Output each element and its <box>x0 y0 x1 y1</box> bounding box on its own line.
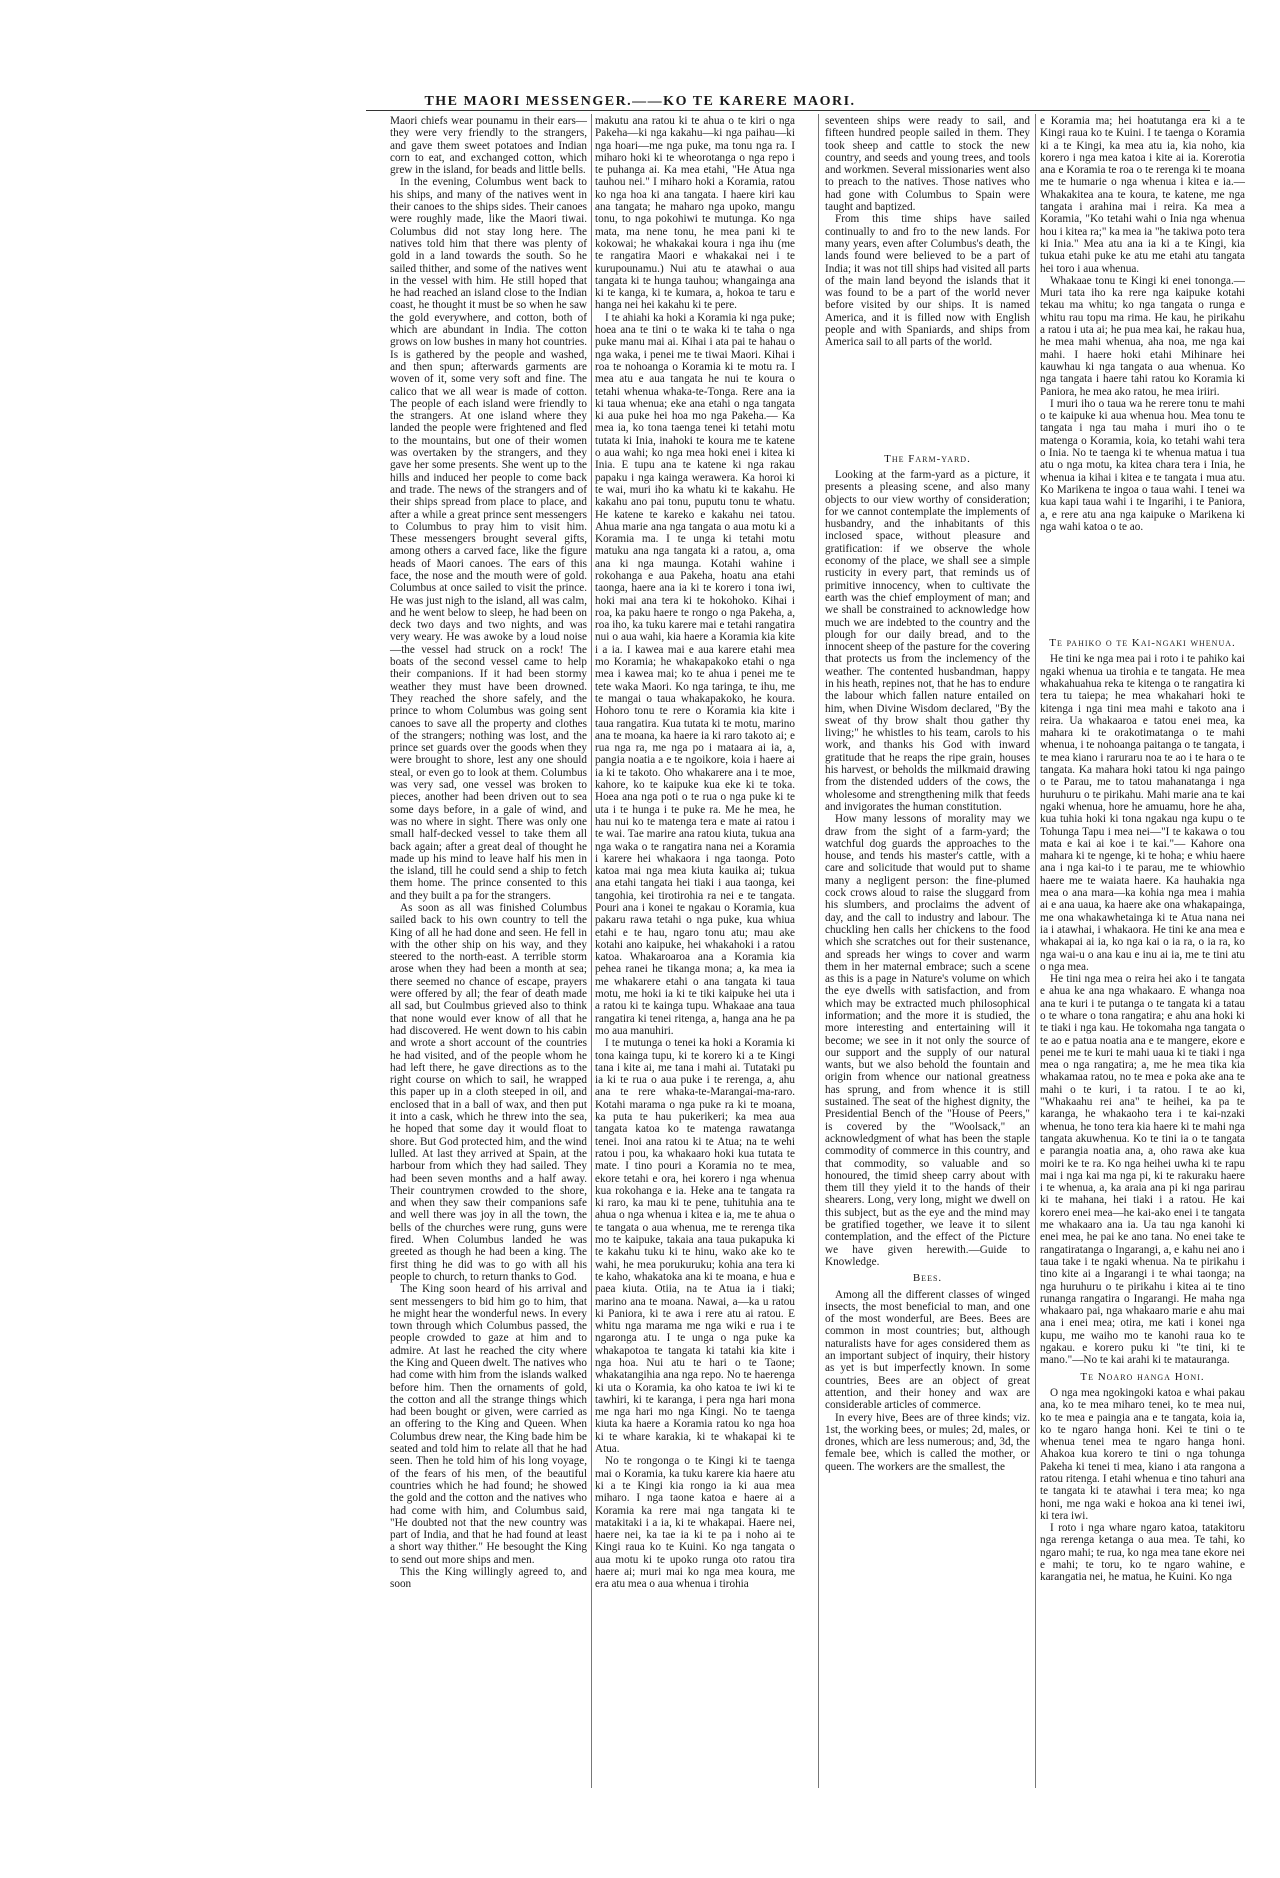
paragraph: e Koramia ma; hei hoatutanga era ki a te Kingi raua ko te Kuini. I te taenga o Koramia ki a te Kingi, ka mea atu ia, kia noho, kia korero i nga mea katoa i kite ai ia. Korerotia ana e Koramia te roa o te rerenga ki te moana me te humarie o nga whenua i kitea e ia.— Whakakitea ana te koura, te katene, me nga tangata i arahina mai i reira. Ka mea a Koramia, "Ko tetahi wahi o Inia nga whenua hou i kitea ra;" ka mea ia "he takiwa poto tera ki Inia." Mea atu ana ia ki a te Kingi, kia tukua etahi puke ke atu me etahi atu tangata hei toro i aua whenua. <box>1040 115 1245 275</box>
column-divider <box>818 114 819 1788</box>
column-english-farmyard <box>825 115 1030 1473</box>
column-divider <box>1035 114 1036 1788</box>
section-title-bees: Bees. <box>912 1272 943 1285</box>
paragraph: In every hive, Bees are of three kinds; viz. 1st, the working bees, or mules; 2d, males, or drones, which are less numerous; and, 3d, the female bee, which is called the mother, or queen. The workers are the smallest, the <box>825 1411 1030 1473</box>
column-divider <box>591 114 592 1788</box>
section-title-pahiko: Te pahiko o te Kai-ngaki whenua. <box>1049 637 1236 650</box>
column-english-columbus <box>390 115 587 1591</box>
header-rule <box>366 110 1210 111</box>
column-maori-pahiko <box>1040 115 1245 1584</box>
paragraph: Looking at the farm-yard as a picture, it presents a pleasing scene, and also many objects to our view worthy of consideration; for we cannot contemplate the implements of husbandry, and the inhabitants of this inclosed space, without pleasure and gratification: if we observe the whole economy of the place, we shall see a simple rusticity in every part, that reminds us of primitive innocency, when to cultivate the earth was the chief employment of man; and we shall be constrained to acknowledge how much we are indebted to the country and the plough for our daily bread, and to the innocent sheep of the pasture for the covering that protects us from the inclemency of the weather. The contented husbandman, happy in his heath, repines not, that he has to endure the labour which fallen nature entailed on him, when Divine Wisdom declared, "By the sweat of thy brow shalt thou gather thy living;" he whistles to his team, carols to his work, and thanks his God with inward gratitude that he reaps the ripe grain, houses his harvest, or beholds the milkmaid drawing from the distended udders of the cows, the wholesome and strengthening milk that feeds and invigorates the human constitution. <box>825 468 1030 813</box>
paragraph: In the evening, Columbus went back to his ships, and many of the natives went in their canoes to the ships sides. Their canoes were roughly made, like the Maori tiwai. Columbus did not stay long here. The natives told him that there was plenty of gold in a land towards the south. So he sailed thither, and some of the natives went in the vessel with him. He still hoped that he had reached an island close to the Indian coast, he thought it must be so when he saw the gold everywhere, and cotton, both of which are abundant in India. The cotton grows on low bushes in many hot countries. Is is gathered by the people and washed, and then spun; afterwards garments are woven of it, some very soft and fine. The calico that we all wear is made of cotton. The people of each island were friendly to the strangers. At one island where they landed the people were frightened and fled to the mountains, but one of their women was overtaken by the strangers, and they gave her some presents. She went up to the hills and induced her people to come back and trade. The news of the strangers and of their ships spread from place to place, and after a while a great prince sent messengers to Columbus to pray him to visit him. These messengers brought several gifts, among others a carved face, like the figure heads of Maori canoes. The ears of this face, the nose and the mouth were of gold. Columbus at once sailed to visit the prince. He was just nigh to the island, all was calm, and he went below to sleep, he had been on deck two days and two nights, and was very weary. He was awoke by a loud noise—the vessel had struck on a rock! The boats of the second vessel came to help their companions. If it had been stormy weather they must have been drowned. They reached the shore safely, and the prince to whom Columbus was going sent canoes to save all the property and clothes of the strangers; nothing was lost, and the prince set guards over the goods when they were brought to shore, lest any one should steal, or even go to look at them. Columbus was very sad, one vessel was broken to pieces, another had been driven out to sea some days before, in a gale of wind, and was no where in sight. There was only one small half-decked vessel to take them all back again; after a great deal of thought he made up his mind to leave half his men in the island, till he could send a ship to fetch them home. The prince consented to this and they built a pa for the strangers. <box>390 176 588 902</box>
paragraph: From this time ships have sailed continually to and fro to the new lands. For many years, even after Columbus's death, the lands found were believed to be a part of India; it was not till ships had visited all parts of the main land beyond the islands that it was found to be a part of the world never before visited by our ships. It is named America, and it is filled now with English people and with Spaniards, and ships from America sail to all parts of the world. <box>825 213 1030 349</box>
paragraph: seventeen ships were ready to sail, and fifteen hundred people sailed in them. They took sheep and cattle to stock the new country, and seeds and young trees, and tools and workmen. Several missionaries went also to preach to the natives. Those natives who had gone with Columbus to Spain were taught and baptized. <box>825 115 1030 214</box>
column-maori-koramia <box>595 115 795 1591</box>
paragraph: I te ahiahi ka hoki a Koramia ki nga puke; hoea ana te tini o te waka ki te taha o nga puke manu mai ai. Kihai i ata pai te hahau o nga waka, i penei me te tiwai Maori. Kihai i roa te nohoanga o Koramia ki te motu ra. I mea atu e aua tangata he nui te koura o tetahi whenua whaka-te-Tonga. Rere ana ia ki taua whenua; eke ana etahi o nga tangata ki aua puke hei hoa mo nga Pakeha.— Ka mea ia, ko tona taenga tenei ki tetahi motu tutata ki Inia, inahoki te koura me te katene o aua wahi; ko nga mea hoki enei i kitea ki Inia. E tupu ana te katene ki nga rakau papaku i nga kainga werawera. Ka horoi ki te wai, muri iho ka whatu ki te kakahu. He kakahu ano pai tonu, puputu tonu te whatu. He katene te kareko e kakahu nei tatou. Ahua marie ana nga tangata o aua motu ki a Koramia ma. I te unga ki tetahi motu matuku ana nga tangata ki a ratou, a, oma ana ki nga maunga. Kotahi wahine i rokohanga e aua Pakeha, hoatu ana etahi taonga, haere ana ia ki te korero i tona iwi, hoki mai ana tera ki te hokohoko. Kihai i roa, ka paku haere te rongo o nga Pakeha, a, roa iho, ka tuku karere mai e tetahi rangatira nui o aua wahi, kia haere a Koramia kia kite i a ia. I kawea mai e aua karere etahi mea mo Koramia; he whakapakoko etahi o nga mea i kawea mai; ko te ahua i penei me te tete waka Maori. Ko nga taringa, te ihu, me te mangai o taua whakapakoko, he koura. Hohoro tonu te rere o Koramia kia kite i taua rangatira. Kua tutata ki te motu, marino ana te moana, ka haere ia ki raro takoto ai; e rua nga ra, me nga po i mataara ai ia, a, pangia noatia a e te ngoikore, koia i haere ai ia ki te takoto. Oho whakarere ana i te moe, kahore, ko te kaipuke kua eke ki te toka. Hoea ana nga poti o te rua o nga puke ki te uta i te hunga i te puke ra. Me he mea, he hau nui ko te matenga tera e mate ai ratou i te wai. Tae marire ana ratou kiuta, tukua ana nga waka o te rangatira nana nei a Koramia i karere hei whakaora i nga taonga. Poto katoa mai nga mea kiuta kauika ai; tukua ana etahi tangata hei tiaki i aua taonga, kei tangohia, kei tirotirohia ra nei e te tangata. Pouri ana i konei te ngakau o Koramia, kua pakaru rawa tetahi o nga puke, kua whiua etahi e te hau, ngaro tonu atu; mau ake kotahi ano kaipuke, hei whakahoki i a ratou katoa. Whakaroaroa ana a Koramia kia pehea ranei he tikanga mona; a, ka mea ia me whakarere etahi o ana tangata ki taua motu, me hoki ia ki te tiki kaipuke hei uta i a ratou ki te kainga tupu. Whakaae ana taua rangatira ki tenei ritenga, a, hanga ana he pa mo aua manuhiri. <box>595 311 795 1037</box>
paragraph: Maori chiefs wear pounamu in their ears—they were very friendly to the strangers, and gave them sweet potatoes and Indian corn to eat, and exchanged cotton, which grew in the island, for beads and little bells. <box>390 115 587 177</box>
picture-space <box>825 349 1030 449</box>
paragraph: No te rongonga o te Kingi ki te taenga mai o Koramia, ka tuku karere kia haere atu ki a te Kingi kia rongo ia ki aua mea miharo. I nga taone katoa e haere ai a Koramia ka rere mai nga tangata ki te matakitaki i a ia, ki te whakapai. Haere nei, haere nei, ka tae ia ki te pa i noho ai te Kingi raua ko te Kuini. Ko nga tangata o aua motu ki te upoko runga oto ratou tira haere ai; muri mai ko nga mea koura, me era atu mea o aua whenua i tirohia <box>595 1455 795 1591</box>
paragraph: The King soon heard of his arrival and sent messengers to bid him go to him, that he might hear the wonderful news. In every town through which Columbus passed, the people crowded to gaze at him and to admire. At last he reached the city where the King and Queen dwelt. The natives who had come with him from the islands walked before him. Then the ornaments of gold, the cotton and all the strange things which had been bought or given, were carried as an offering to the King and Queen. When Columbus drew near, the King bade him be seated and told him to relate all that he had seen. Then he told him of his long voyage, of the fears of his men, of the beautiful countries which he had found; he showed the gold and the cotton and the natives who had come with him, and Columbus said, "He doubted not that the new country was part of India, and that he had found at least a short way thither." He besought the King to send out more ships and men. <box>390 1283 587 1566</box>
picture-space <box>1040 533 1245 633</box>
paragraph: Among all the different classes of winged insects, the most beneficial to man, and one of the most wonderful, are Bees. Bees are common in most countries; but, although naturalists have for ages considered them as an important subject of inquiry, their history as yet is but imperfectly known. In some countries, Bees are an object of great attention, and their honey and wax are considerable articles of commerce. <box>825 1288 1030 1412</box>
paragraph: I roto i nga whare ngaro katoa, tatakitoru nga rerenga ketanga o aua mea. Te tahi, ko ngaro mahi; te rua, ko nga mea tane ekore nei e mahi; te toru, ko te ngaro wahine, e karangatia nei, he matua, he Kuini. Ko nga <box>1040 1522 1245 1584</box>
paragraph: He tini nga mea o reira hei ako i te tangata e ahua ke ana nga whakaaro. E whanga noa ana te kuri i te putanga o te tangata ki a tatau o te whare o tona rangatira; e ahu ana hoki ki te tiaki i nga kau. He tokomaha nga tangata o te ao e patua noatia ana e te mangere, ekore e penei me te kuri te mahi uaua ki te tiaki i nga mea o nga rangatira; a, me he mea tika kia whakamaa ratou, no te mea e poka ake ana te mahi o te kuri, i ta ratou. I te ao ki, "Whakaahu rei ana" te heihei, ka pa te karanga, he whakaoho tera i te kai-nzaki whenua, he tono tera kia haere ki te mahi nga tangata akuwhenua. Ko te tini ia o te tangata e parangia noatia ana, a, oho rawa ake kua moiri ke te ra. Ko nga heihei uwha ki te rapu mai i nga kai ma nga pi, ki te rakuraku haere i te whenua, a, ka araia ana pi ki nga parirau ki te mahana, hei tiaki i a ratou. He kai korero enei mea—he kai-ako enei i te tangata me whakaaro ana ia. Ua tau nga kanohi ki enei mea, he pai ke ano tana. No enei take te rangatiratanga o Ingarangi, a, e kahu nei ano i taua take i te ngaki whenua. Na te pirikahu i tino kite ai a Ingarangi i te whai taonga; na nga huruhuru o te pirikahu i kitea ai te tino runanga rangatira o Ingarangi. He maha nga whakaaro pai, nga whakaaro marie e ahu mai ana i enei mea; otira, me kati i konei nga kupu, me waiho mo te kanohi raua ko te ngakau. e korero puku ki "te tini, ki te mano."—No te kai arahi ki te matauranga. <box>1040 973 1246 1367</box>
section-title-honi: Te Noaro hanga Honi. <box>1080 1370 1205 1383</box>
paragraph: I muri iho o taua wa he rerere tonu te mahi o te kaipuke ki aua whenua hou. Mea tonu te tangata i nga tau maha i muri iho o te matenga o Koramia, koia, ko tetahi wahi tera o Inia. No te taenga ki te whenua matua i tua atu o nga motu, ka kitea chara tera i Inia, he whenua ia kihai i kitea e te tangata i mua atu. Ko Marikena te ingoa o taua wahi. I tenei wa kua kapi taua wahi i te Ingarihi, i te Paniora, a, e rere atu ana nga kaipuke o Marikena ki nga wahi katoa o te ao. <box>1040 397 1245 533</box>
header-title: THE MAORI MESSENGER.——KO TE KARERE MAORI. <box>424 94 856 109</box>
section-title-farm-yard: The Farm-yard. <box>884 452 971 465</box>
paragraph: As soon as all was finished Columbus sailed back to his own country to tell the King of all he had done and seen. He fell in with the other ship on his way, and they steered to the north-east. A terrible storm arose when they had been a month at sea; there seemed no chance of escape, prayers were offered by all; the fear of death made all sad, but Coulmbus grieved also to think that none would ever know of all that he had discovered. He went down to his cabin and wrote a short account of the countries he had visited, and of the people whom he had left there, he gave directions as to the right course on which to sail, he wrapped this paper up in a cloth steeped in oil, and enclosed that in a ball of wax, and then put it into a cask, which he threw into the sea, he hoped that some day it would float to shore. But God protected him, and the wind lulled. At last they arrived at Spain, at the harbour from which they had sailed. They had been seven months and a half away. Their countrymen crowded to the shore, and when they saw their companions safe and well there was joy in all the town, the bells of the churches were rung, guns were fired. When Columbus landed he was greeted as though he had been a king. The first thing he did was to go with all his people to church, to return thanks to God. <box>390 902 587 1283</box>
paragraph: How many lessons of morality may we draw from the sight of a farm-yard; the watchful dog guards the approaches to the house, and tends his master's cattle, with a care and solicitude that would put to shame many a negligent person: the fine-plumed cock crows aloud to raise the sluggard from his slumbers, and proclaims the advent of day, and the call to industry and labour. The chuckling hen calls her chickens to the food which she scratches out for their sustenance, and spreads her wings to cover and warm them in her maternal embrace; such a scene as this is a page in Nature's volume on which the eye dwells with satisfaction, and from which may be extracted much philosophical information; and the more it is studied, the more interesting and entertaining will it become; we see in it not only the source of our support and the supply of our natural wants, but we also behold the fountain and origin from whence our national greatness has sprung, and from whence it is still sustained. The seat of the highest dignity, the Presidential Bench of the "House of Peers," is covered by the "Woolsack," an acknowledgment of what has been the staple commodity of commerce in this country, and that commodity, so valuable and so honoured, the timid sheep carry about with them till they yield it to the hands of their shearers. Long, very long, might we dwell on this subject, but as the eye and the mind may be gratified together, we leave it to silent contemplation, and the effect of the Picture we have given herewith.—Guide to Knowledge. <box>825 813 1030 1268</box>
paragraph: makutu ana ratou ki te ahua o te kiri o nga Pakeha—ki nga kakahu—ki nga paihau—ki nga hoari—me nga puke, ma tonu nga ra. I miharo hoki ki te wheorotanga o nga repo i te puhanga ai. Ka mea etahi, "He Atua nga tauhou nei." I miharo hoki a Koramia, ratou ko nga hoa ki ana tangata. I haere kiri kau ana tangata; he maharo nga upoko, mangu tonu, to nga pokohiwi te mutunga. Ko nga mata, ma nene tonu, he mea pani ki te kokowai; he whakakai koura i nga ihu (me te rangatira Maori e whakakai nei i te kurupounamu.) Nui atu te atawhai o aua tangata ki te hunga tauhou; whangainga ana ki te kanga, ki te kumara, a, hokoa te taru e hanga nei hei kakahu ki te pere. <box>595 115 795 312</box>
paragraph: This the King willingly agreed to, and soon <box>390 1566 587 1591</box>
paragraph: Whakaae tonu te Kingi ki enei tononga.— Muri tata iho ka rere nga kaipuke kotahi tekau ma whitu; ko nga tangata o runga e whitu rau topu ma rima. He kau, he pirikahu a ratou i uta ai; he pua mea kai, he rakau hua, he mea mahi whenua, aha noa, me nga kai mahi. I haere hoki etahi Mihinare hei kauwhau ki nga tangata o aua whenua. Ko nga tangata i haere tahi ratou ko Koramia ki Paniora, he mea ako ratou, he mea iriiri. <box>1040 274 1245 398</box>
paragraph: O nga mea ngokingoki katoa e whai pakau ana, ko te mea miharo tenei, ko te mea nui, ko te mea e paingia ana e te tangata, koia ia, ko te ngaro hanga honi. Kei te tini o te whenua tenei mea te ngaro hanga honi. Ahakoa kua korero te tini o nga tohunga Pakeha ki tenei ti mea, kiano i ata rangona a ratou ritenga. I etahi whenua e tino tahuri ana te tangata ki te atawhai i tera mea; ko nga honi, me nga waki e hokoa ana ki tenei iwi, ki tera iwi. <box>1040 1386 1245 1522</box>
page-header <box>0 94 1280 110</box>
paragraph: I te mutunga o tenei ka hoki a Koramia ki tona kainga tupu, ki te korero ki a te Kingi tana i kite ai, me tana i mahi ai. Tutataki pu ia ki te rua o aua puke i te rerenga, a, ahu ana te rere whaka-te-Marangai-ma-raro. Kotahi marama o nga puke ra ki te moana, ka puta te hau pukerikeri; ka mea aua tangata katoa ko te matenga rawatanga tenei. Inoi ana ratou ki te Atua; na te wehi ratou i pou, ka whakaaro hoki kua tutata te mate. I tino pouri a Koramia no te mea, ekore tetahi e ora, hei korero i nga whenua kua rokohanga e ia. Heke ana te tangata ra ki raro, ka mau ki te pene, tuhituhia ana te ahua o nga whenua i kitea e ia, me te ahua o te tangata o aua whenua, me te rerenga tika mo te kaipuke, takaia ana taua pukapuka ki te kakahu tuku ki te hinu, wako ake ko te wahi, he mea porukuruku; kohia ana tera ki te kaho, whakatoka ana ki te moana, e hua e paea kiuta. Otiia, na te Atua ia i tiaki; marino ana te moana. Nawai, a—ka u ratou ki Paniora, ki te awa i rere atu ai ratou. E whitu nga marama me nga wiki e rua i te ngaronga atu. I te unga o nga puke ka whakapotoa te tangata ki tatahi kia kite i nga hoa. Nui atu te hari o te Taone; whakatangihia ana nga repo. No te haerenga ki uta o Koramia, ka oho katoa te iwi ki te tawhiri, ki te karanga, i pera nga hari mona me nga hari mo nga Kingi. No te taenga kiuta ka haere a Koramia ratou ko nga hoa ki te whare karakia, ki te whakapai ki te Atua. <box>595 1037 795 1456</box>
paragraph: He tini ke nga mea pai i roto i te pahiko kai ngaki whenua ua tirohia e te tangata. He mea whakahuahua reka te kitenga o te rangatira ki tera tu taiepa; he mea whakahari hoki te kitenga i nga tini mea mahi e takoto ana i reira. Ua whakaaroa e tatou enei mea, ka mahara ki te orakotimatanga o te mahi whenua, i te nohoanga paitanga o te tangata, i te mea kiano i raruraru noa te ao i te hara o te tangata. Ka mahara hoki tatou ki nga paingo o te Parau, me to tatou mahanatanga i nga huruhuru o te pirikahu. Mahi marie ana te kai ngaki whenua, hore he amuamu, hore he aha, kua tuhia hoki ki tona ngakau nga kupu o te Tohunga Tapu i mea nei—"I te kakawa o tou mata e kai ai koe i te kai."— Kahore ona mahara ki te ngenge, ki te hoha; e whiu haere ana i nga kai-to i te parau, me te whiowhio haere me te waiata haere. Ka hauhakia nga mea o ana mara—ka kohia nga mea i mahia ai e ana uaua, ka haere ake ona whakapainga, me ona whakawhetainga ki te Atua nana nei ia i atawhai, i whakaora. He tini ke ana mea e whakapai ai ia, ko nga kai o ia ra, o ia ra, ko nga wai-u o ana kau e inu ai ia, me te tini atu o nga mea. <box>1040 653 1245 973</box>
